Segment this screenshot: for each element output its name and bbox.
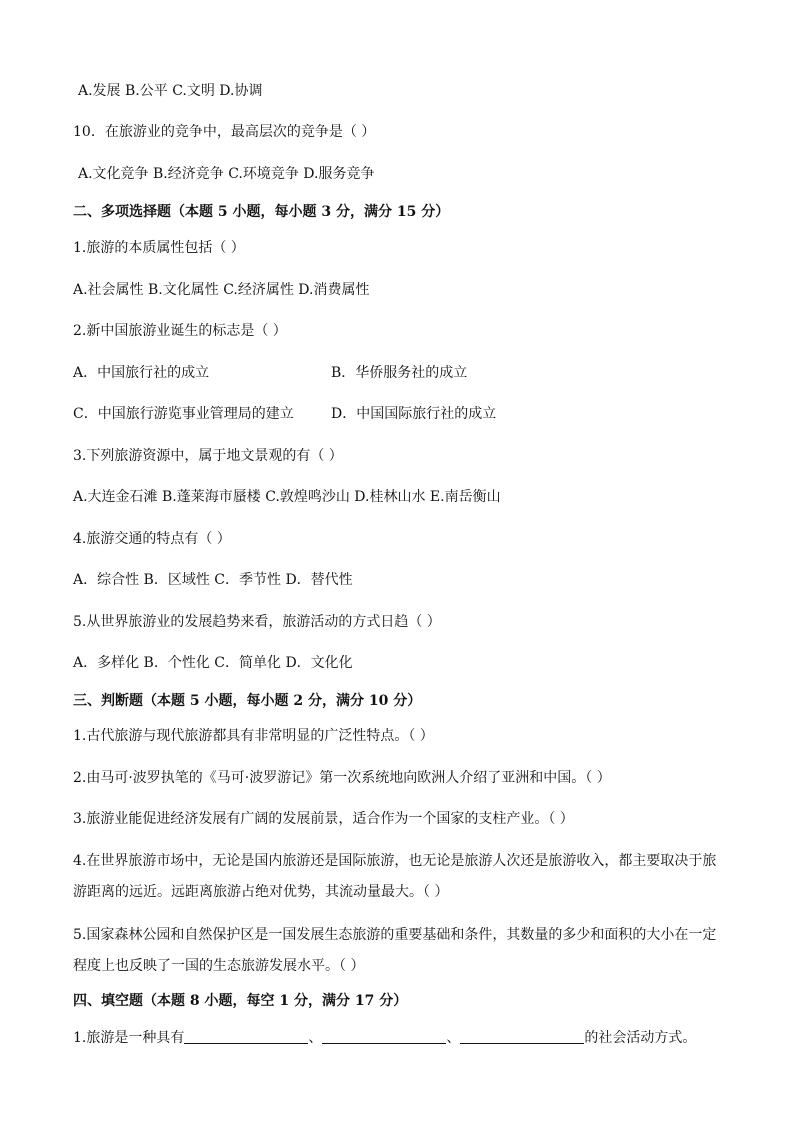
j3-statement: 3.旅游业能促进经济发展有广阔的发展前景，适合作为一个国家的支柱产业。（ ）: [73, 811, 574, 827]
m1-question: 1.旅游的本质属性包括（ ）: [73, 240, 245, 256]
section-4-heading: 四、填空题（本题 8 小题，每空 1 分，满分 17 分）: [73, 993, 408, 1009]
j4-statement-line1: 4.在世界旅游市场中，无论是国内旅游还是国际旅游，也无论是旅游人次还是旅游收入，都主要取决于旅: [73, 853, 717, 869]
q10-options: A.文化竞争 B.经济竞争 C.环境竞争 D.服务竞争: [78, 166, 375, 182]
f1-suffix: 的社会活动方式。: [584, 1030, 697, 1046]
f1-question: [73, 1028, 734, 1048]
section-2-heading: 二、多项选择题（本题 5 小题，每小题 3 分，满分 15 分）: [73, 204, 450, 220]
section-3-heading: 三、判断题（本题 5 小题，每小题 2 分，满分 10 分）: [73, 693, 422, 709]
f1-separator-2: 、: [446, 1030, 461, 1046]
f1-separator-1: 、: [308, 1030, 323, 1046]
j1-statement: 1.古代旅游与现代旅游都具有非常明显的广泛性特点。（ ）: [73, 728, 434, 744]
q10-question: 10．在旅游业的竞争中，最高层次的竞争是（ ）: [73, 124, 376, 140]
m4-question: 4.旅游交通的特点有（ ）: [73, 531, 231, 547]
m1-options: A.社会属性 B.文化属性 C.经济属性 D.消费属性: [73, 282, 370, 298]
j5-statement-line1: 5.国家森林公园和自然保护区是一国发展生态旅游的重要基础和条件，其数量的多少和面积的大小在一定: [73, 927, 717, 943]
m2-question: 2.新中国旅游业诞生的标志是（ ）: [73, 323, 287, 339]
m2-option-a: A．中国旅行社的成立: [73, 365, 210, 381]
m2-option-d: D．中国国际旅行社的成立: [331, 406, 497, 422]
answer-blank-1[interactable]: [184, 1029, 308, 1044]
q9-options: A.发展 B.公平 C.文明 D.协调: [78, 83, 263, 99]
m2-option-c: C．中国旅行游览事业管理局的建立: [73, 406, 294, 422]
m5-question: 5.从世界旅游业的发展趋势来看，旅游活动的方式日趋（ ）: [73, 614, 441, 630]
j4-statement-line2: 游距离的远近。远距离旅游占绝对优势，其流动量最大。（ ）: [73, 884, 449, 900]
m5-options: A．多样化 B．个性化 C．简单化 D．文化化: [73, 655, 353, 671]
j5-statement-line2: 程度上也反映了一国的生态旅游发展水平。（ ）: [73, 958, 365, 974]
answer-blank-2[interactable]: [322, 1029, 446, 1044]
m3-question: 3.下列旅游资源中，属于地文景观的有（ ）: [73, 448, 343, 464]
m3-options: A.大连金石滩 B.蓬莱海市蜃楼 C.敦煌鸣沙山 D.桂林山水 E.南岳衡山: [73, 489, 501, 505]
m2-option-b: B．华侨服务社的成立: [331, 365, 468, 381]
j2-statement: 2.由马可·波罗执笔的《马可·波罗游记》第一次系统地向欧洲人介绍了亚洲和中国。（ ）: [73, 770, 611, 786]
answer-blank-3[interactable]: [460, 1029, 584, 1044]
m4-options: A．综合性 B．区域性 C．季节性 D．替代性: [73, 572, 353, 588]
f1-prefix: 1.旅游是一种具有: [73, 1030, 185, 1046]
